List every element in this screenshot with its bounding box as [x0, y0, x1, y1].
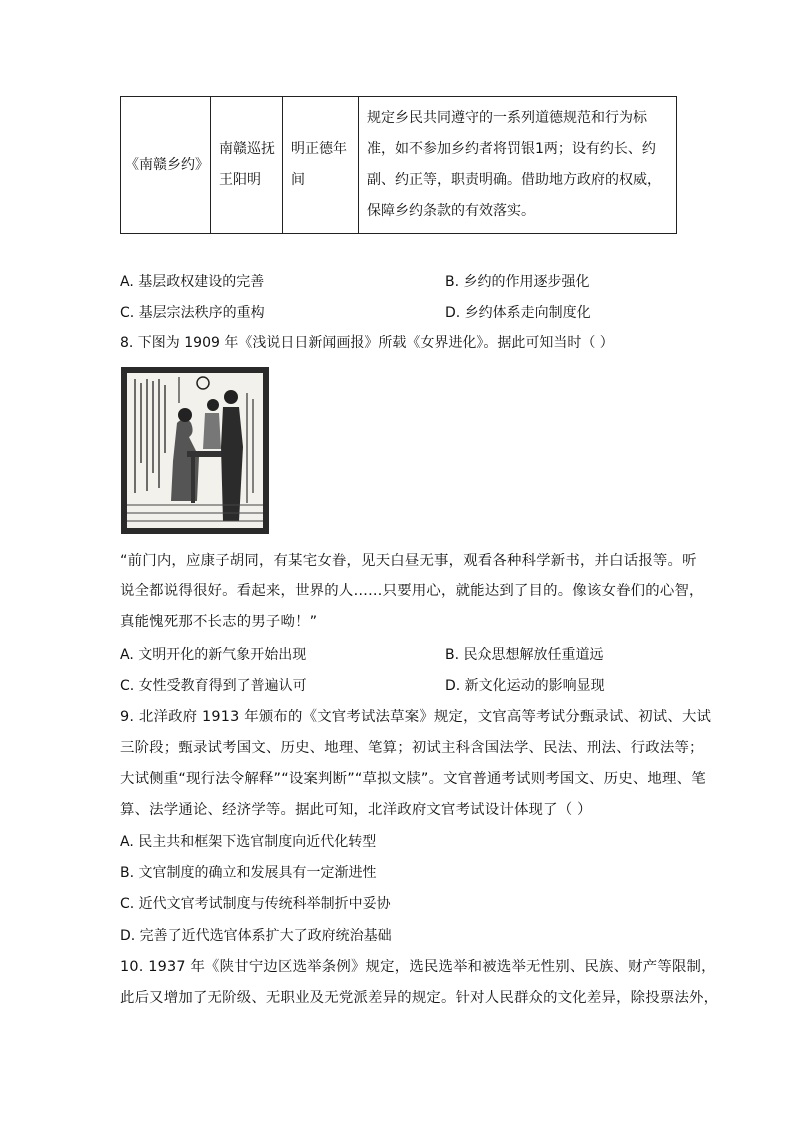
q8-quote-line: 真能愧死那不长志的男子呦！” [120, 614, 318, 630]
q7-option-b[interactable]: B. 乡约的作用逐步强化 [445, 274, 590, 290]
q8-quote-line: 说全都说得很好。看起来，世界的人……只要用心，就能达到了目的。像该女眷们的心智， [120, 583, 704, 599]
q9-option-c[interactable]: C. 近代文官考试制度与传统科举制折中妥协 [120, 896, 391, 912]
q10-stem-line: 此后又增加了无阶级、无职业及无党派差异的规定。针对人民群众的文化差异，除投票法外， [120, 990, 719, 1006]
q9-option-b[interactable]: B. 文官制度的确立和发展具有一定渐进性 [120, 865, 377, 881]
q8-option-b[interactable]: B. 民众思想解放任重道远 [445, 647, 604, 663]
q8-option-d[interactable]: D. 新文化运动的影响显现 [445, 678, 605, 694]
illustration-drawing [127, 373, 263, 528]
table-cell-content: 规定乡民共同遵守的一系列道德规范和行为标准，如不参加乡约者将罚银1两；设有约长、约副、约正等，职责明确。借助地方政府的权威，保障乡约条款的有效落实。 [359, 97, 677, 234]
q9-stem-line: 三阶段；甄录试考国文、历史、地理、笔算；初试主科含国法学、民法、刑法、行政法等； [120, 740, 704, 756]
q9-stem-line: 算、法学通论、经济学等。据此可知，北洋政府文官考试设计体现了（ ） [120, 802, 592, 818]
q8-quote-line: “前门内，应康子胡同，有某宅女眷，见天白昼无事，观看各种科学新书，并白话报等。听 [120, 553, 697, 569]
table-row [121, 97, 677, 234]
q7-option-c[interactable]: C. 基层宗法秩序的重构 [120, 305, 265, 321]
q10-stem-line: 10. 1937 年《陕甘宁边区选举条例》规定，选民选举和被选举无性别、民族、财产等限制， [120, 959, 716, 975]
q9-stem-line: 9. 北洋政府 1913 年颁布的《文官考试法草案》规定，文官高等考试分甄录试、初试、大试 [120, 709, 712, 725]
q8-stem: 8. 下图为 1909 年《浅说日日新闻画报》所载《女界进化》。据此可知当时（ ） [120, 335, 614, 351]
q8-option-c[interactable]: C. 女性受教育得到了普遍认可 [120, 678, 307, 694]
table-cell-period: 明正德年间 [283, 97, 359, 234]
regulation-table [120, 96, 677, 234]
table-cell-author: 南赣巡抚王阳明 [211, 97, 283, 234]
woodcut-illustration [121, 367, 269, 534]
q9-option-a[interactable]: A. 民主共和框架下选官制度向近代化转型 [120, 834, 377, 850]
q9-option-d[interactable]: D. 完善了近代选官体系扩大了政府统治基础 [120, 928, 392, 944]
q7-option-a[interactable]: A. 基层政权建设的完善 [120, 274, 265, 290]
q8-option-a[interactable]: A. 文明开化的新气象开始出现 [120, 647, 307, 663]
q9-stem-line: 大试侧重“现行法令解释”“设案判断”“草拟文牍”。文官普通考试则考国文、历史、地理、笔 [120, 771, 706, 787]
table-cell-title: 《南赣乡约》 [121, 97, 211, 234]
q7-option-d[interactable]: D. 乡约体系走向制度化 [445, 305, 591, 321]
